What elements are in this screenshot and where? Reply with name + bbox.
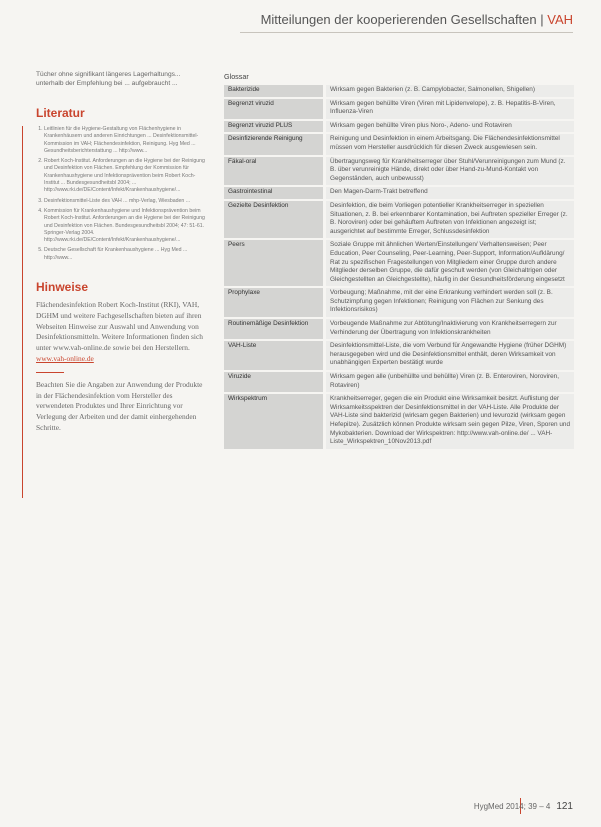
table-row [224,239,574,287]
hinweise-divider [36,372,64,373]
page-number: 121 [556,801,573,812]
reference-item: 4. Kommission für Krankenhaushygiene und Infektionsprävention beim Robert Koch-Institut. Anforderungen an die Hygiene bei der Reinigung und Desinfektion von Flächen. Bundesgesundheitsbl 2004; 47: 51-61. Springer-Verlag 2004. http://www.rki.de/DE/Content/Infekt/Krankenhaushygiene/... [44,208,206,244]
table-row [224,133,574,155]
glossar-term: Begrenzt viruzid [224,98,325,120]
glossar-term: Bakterizide [224,85,325,98]
intro-text: Tücher ohne signifikant längeres Lagerhaltungs... unterhalb der Empfehlung bei ... aufgebraucht ... [36,71,181,87]
glossar-definition: Reinigung und Desinfektion in einem Arbeitsgang. Die Flächendesinfektionsmittel müssen vom Hersteller ausdrücklich für diesen Zweck ausgewiesen sein. [325,133,575,155]
glossar-section [224,72,574,451]
page-header [261,12,573,27]
glossar-definition: Vorbeugung; Maßnahme, mit der eine Erkrankung verhindert werden soll (z. B. Schutzimpfung gegen Infektionen; Reinigung von Flächen zur Senkung des Infektionsrisikos) [325,287,575,318]
glossar-definition: Desinfektionsmittel-Liste, die vom Verbund für Angewandte Hygiene (früher DGHM) herausgegeben wird und die Desinfektionsmittel enthält, deren Wirksamkeit von unabhängigen Experten bestätigt wurde [325,340,575,371]
literatur-heading: Literatur [36,106,85,120]
header-separator: | [536,12,548,27]
literatur-accent-rule [22,126,23,498]
glossar-term: Peers [224,239,325,287]
journal-citation: HygMed 2014; 39 – 4 [473,802,551,811]
glossar-table [224,85,574,451]
header-rule [240,32,573,33]
table-row [224,186,574,200]
glossar-label: Glossar [224,72,249,81]
glossar-definition: Soziale Gruppe mit ähnlichen Werten/Einstellungen/ Verhaltensweisen; Peer Education, Peer Counseling, Peer-Learning, Peer-Support, Information/Aufklärung/ Rat zu spezifischen Fragestellungen von Mitgliedern einer Gruppe durch andere Mitglieder derselben Gruppe, die dafür geschult werden (von Gleichaltrigen oder Gleichgestellten an Gleichgestellte), häufig in der Gesundheitsförderung eingesetzt [325,239,575,287]
glossar-term: Fäkal-oral [224,156,325,187]
glossar-definition: Wirksam gegen Bakterien (z. B. Campylobacter, Salmonellen, Shigellen) [325,85,575,98]
reference-item: 1. Leitlinien für die Hygiene-Gestaltung von Flächenhygiene in Krankenhäusern und anderen Einrichtungen ... Desinfektionsmittel-Kommission im VAH; Flächendesinfektion, Reinigung. Hyg Med ... Gesundheitsberichterstattung ... http://www... [44,126,206,155]
page-footer [474,801,573,812]
glossar-definition: Wirksam gegen behüllte Viren plus Noro-, Adeno- und Rotaviren [325,120,575,134]
glossar-definition: Den Magen-Darm-Trakt betreffend [325,186,575,200]
left-column [36,70,206,434]
table-row [224,318,574,340]
table-row [224,340,574,371]
literatur-section [36,126,206,262]
glossar-term: Gastrointestinal [224,186,325,200]
glossar-term: Prophylaxe [224,287,325,318]
table-row [224,371,574,393]
table-row [224,287,574,318]
glossar-term: Wirkspektrum [224,393,325,450]
glossar-definition: Krankheitserreger, gegen die ein Produkt eine Wirksamkeit besitzt. Auflistung der Wirksamkeitsspektren der Desinfektionsmittel in der VAH-Liste. Alle Produkte der VAH-Liste sind bakterizid (wirksam gegen Bakterien) und levurozid (wirksam gegen Hefepilze). Zusätzlich können Produkte wirksam sein gegen Pilze, Viren, Sporen und Mykobakterien. Download der Wirkspektren: http://www.vah-online.de/ ... VAH-Liste_Wirkspektren_10Nov2013.pdf [325,393,575,450]
hinweise-text: Flächendesinfektion Robert Koch-Institut (RKI), VAH, DGHM und weitere Fachgesellschaften bieten auf ihren Webseiten Hinweise zur Auswahl und Anwendung von Desinfektionsmitteln. Weitere Informationen finden sich unter www.vah-online.de sowie bei den Herstellern. [36,300,203,353]
reference-list [36,126,206,262]
table-row [224,156,574,187]
table-row [224,85,574,98]
reference-item: 5. Deutsche Gesellschaft für Krankenhaushygiene ... Hyg Med ... http://www... [44,247,206,262]
glossar-term: Desinfizierende Reinigung [224,133,325,155]
glossar-definition: Desinfektion, die beim Vorliegen potentieller Krankheitserreger in speziellen Situationen, z. B. bei erkennbarer Kontamination, bei Auftreten spezieller Erreger (z. B. Noroviren) oder bei gehäuftem Auftreten von Infektionen angezeigt ist; ausgerichtet auf bestimmte Erreger, Schlussdesinfektion [325,200,575,239]
reference-item: 2. Robert Koch-Institut. Anforderungen an die Hygiene bei der Reinigung und Desinfektion von Flächen. Empfehlung der Kommission für Krankenhaushygiene und Infektionsprävention beim Robert Koch-Institut ... Bundesgesundheitsbl 2004; ... http://www.rki.de/DE/Content/Infekt/Krankenhaushygiene/... [44,158,206,194]
glossar-term: Begrenzt viruzid PLUS [224,120,325,134]
hinweise-paragraph-2: Beachten Sie die Angaben zur Anwendung der Produkte in der Flächendesinfektion vom Hersteller des verwendeten Produktes und Ihrer Einrichtung vor Verlegung der Arbeiten und der damit einhergehenden Schritte. [36,379,203,433]
hinweise-heading: Hinweise [36,280,89,295]
table-row [224,98,574,120]
table-row [224,393,574,450]
glossar-term: Routinemäßige Desinfektion [224,318,325,340]
reference-item: 3. Desinfektionsmittel-Liste des VAH ... mhp-Verlag, Wiesbaden ... [44,198,206,205]
glossar-definition: Übertragungsweg für Krankheitserreger über Stuhl/Verunreinigungen zum Mund (z. B. über verunreinigte Hände, direkt oder über Hand-zu-Mund-Kontakt von Gegenständen, auch unbewusst) [325,156,575,187]
glossar-definition: Wirksam gegen behüllte Viren (Viren mit Lipidenvelope), z. B. Hepatitis-B-Viren, Influenza-Viren [325,98,575,120]
glossar-definition: Wirksam gegen alle (unbehüllte und behüllte) Viren (z. B. Enteroviren, Noroviren, Rotaviren) [325,371,575,393]
header-brand: VAH [547,12,573,27]
header-title: Mitteilungen der kooperierenden Gesellschaften [260,12,537,27]
table-row [224,120,574,134]
glossar-term: Gezielte Desinfektion [224,200,325,239]
glossar-definition: Vorbeugende Maßnahme zur Abtötung/Inaktivierung von Krankheitserregern zur Verhinderung der Übertragung von Infektionskrankheiten [325,318,575,340]
glossar-term: Viruzide [224,371,325,393]
hinweise-paragraph-1 [36,300,206,365]
table-row [224,200,574,239]
glossar-term: VAH-Liste [224,340,325,371]
vah-link[interactable]: www.vah-online.de [36,354,94,364]
